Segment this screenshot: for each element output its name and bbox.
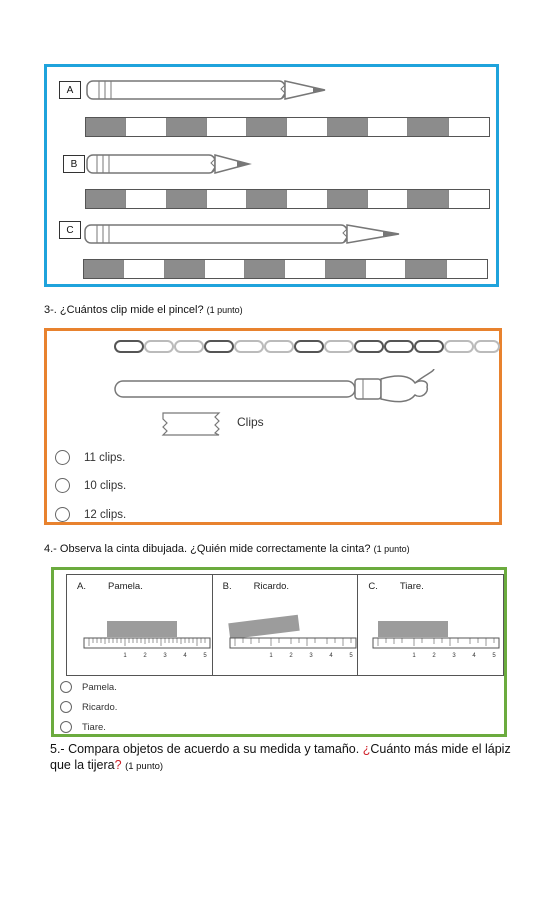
svg-text:4: 4 bbox=[329, 653, 333, 659]
option-11-clips[interactable]: 11 clips. bbox=[55, 450, 125, 465]
pencil-b-label: B bbox=[63, 155, 85, 173]
radio-12-clips[interactable] bbox=[55, 507, 70, 522]
tape-tiare bbox=[378, 621, 448, 637]
pencil-b-drawing bbox=[85, 149, 255, 179]
panel-pamela: A. Pamela. 1 2 3 4 5 bbox=[67, 575, 213, 675]
brush-clip-frame bbox=[44, 328, 502, 525]
svg-text:4: 4 bbox=[183, 653, 187, 659]
option-pamela[interactable]: Pamela. bbox=[60, 681, 117, 693]
tape-pamela bbox=[107, 621, 177, 637]
ribbon-measure-frame bbox=[51, 567, 507, 737]
svg-text:1: 1 bbox=[123, 653, 127, 659]
tape-ricardo bbox=[228, 615, 299, 639]
ruler-ricardo bbox=[229, 637, 357, 659]
svg-text:2: 2 bbox=[432, 653, 437, 659]
svg-text:2: 2 bbox=[143, 653, 147, 659]
svg-text:1: 1 bbox=[412, 653, 417, 659]
measure-strip-a bbox=[85, 117, 490, 137]
question-5-heading: 5.- Compara objetos de acuerdo a su medida y tamaño. ¿Cuánto más mide el lápiz que la tijera? (1 punto) bbox=[50, 742, 511, 772]
pencil-c-label: C bbox=[59, 221, 81, 239]
pencil-measure-frame bbox=[44, 64, 499, 287]
radio-ricardo[interactable] bbox=[60, 701, 72, 713]
svg-text:5: 5 bbox=[203, 653, 207, 659]
option-12-clips[interactable]: 12 clips. bbox=[55, 507, 126, 522]
clip-chain bbox=[113, 337, 503, 357]
question-3-heading: 3-. ¿Cuántos clip mide el pincel? (1 punto) bbox=[44, 304, 243, 316]
svg-text:3: 3 bbox=[309, 653, 313, 659]
svg-text:5: 5 bbox=[349, 653, 353, 659]
svg-text:3: 3 bbox=[452, 653, 457, 659]
svg-text:1: 1 bbox=[269, 653, 273, 659]
ruler-pamela bbox=[83, 637, 211, 659]
panels-row bbox=[66, 574, 504, 676]
panel-tiare: C. Tiare. 1 2 3 4 5 bbox=[358, 575, 503, 675]
pencil-a-drawing bbox=[85, 75, 330, 105]
panel-ricardo: B. Ricardo. 1 2 3 4 5 bbox=[213, 575, 359, 675]
pencil-a-label: A bbox=[59, 81, 81, 99]
option-tiare[interactable]: Tiare. bbox=[60, 721, 106, 733]
svg-text:3: 3 bbox=[163, 653, 167, 659]
ruler-tiare bbox=[372, 637, 500, 659]
measure-strip-b bbox=[85, 189, 490, 209]
svg-text:4: 4 bbox=[472, 653, 477, 659]
option-10-clips[interactable]: 10 clips. bbox=[55, 478, 126, 493]
paint-brush-drawing bbox=[111, 369, 451, 409]
pencil-c-drawing bbox=[83, 219, 403, 249]
svg-text:2: 2 bbox=[289, 653, 293, 659]
radio-tiare[interactable] bbox=[60, 721, 72, 733]
option-ricardo[interactable]: Ricardo. bbox=[60, 701, 117, 713]
clips-legend-label: Clips bbox=[237, 415, 264, 429]
radio-10-clips[interactable] bbox=[55, 478, 70, 493]
svg-text:5: 5 bbox=[492, 653, 497, 659]
measure-strip-c bbox=[83, 259, 488, 279]
radio-11-clips[interactable] bbox=[55, 450, 70, 465]
question-4-heading: 4.- Observa la cinta dibujada. ¿Quién mide correctamente la cinta? (1 punto) bbox=[44, 543, 410, 555]
radio-pamela[interactable] bbox=[60, 681, 72, 693]
clip-legend-box bbox=[159, 409, 223, 439]
